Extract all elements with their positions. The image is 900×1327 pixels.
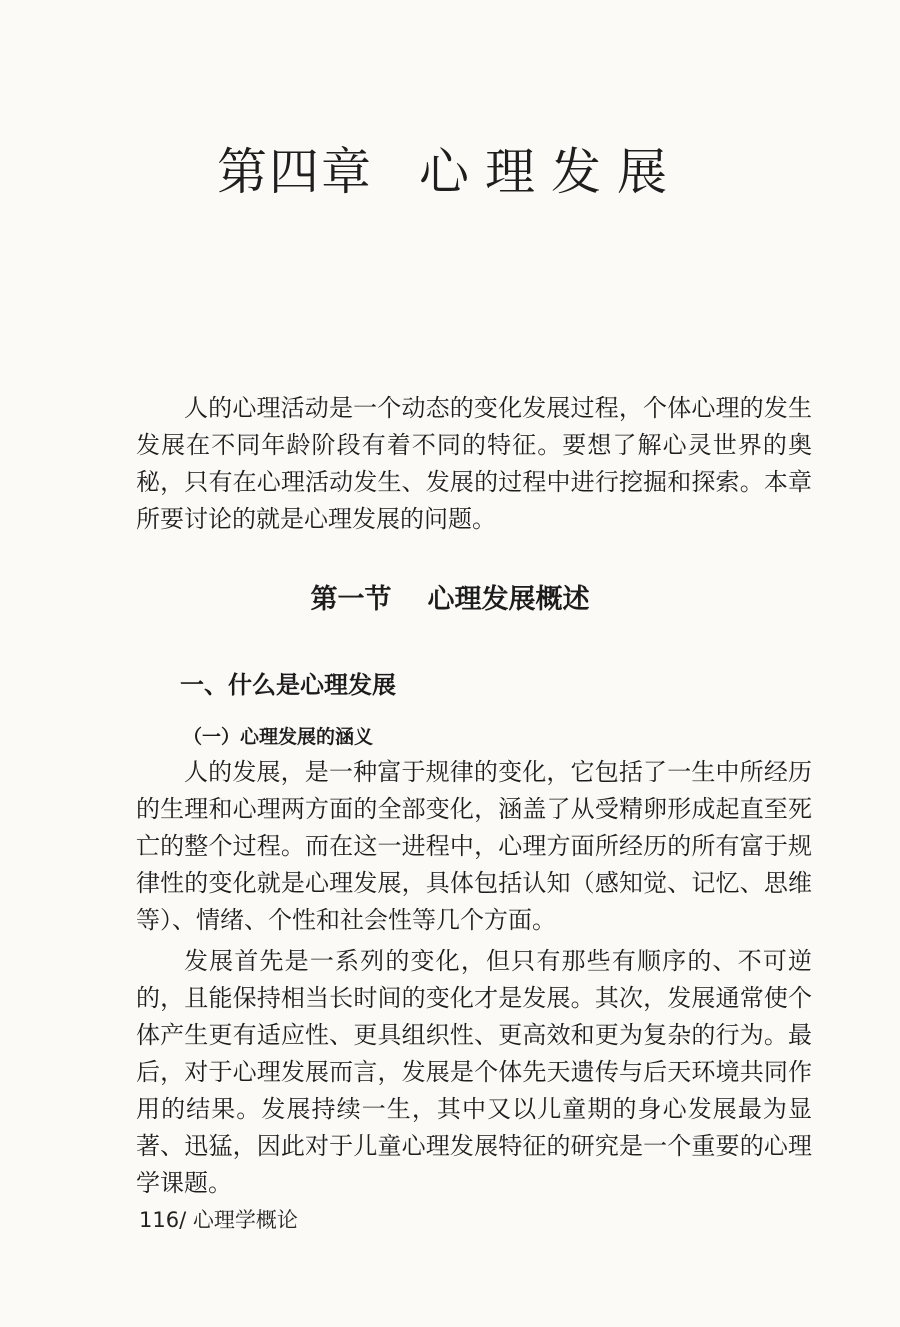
body-paragraph: 发展首先是一系列的变化，但只有那些有顺序的、不可逆的，且能保持相当长时间的变化才是发展。其次，发展通常使个体产生更有适应性、更具组织性、更高效和更为复杂的行为。最后，对于心理发展而言，发展是个体先天遗传与后天环境共同作用的结果。发展持续一生，其中又以儿童期的身心发展最为显著、迅猛，因此对于儿童心理发展特征的研究是一个重要的心理学课题。 — [136, 947, 812, 1197]
section-number: 第一节 — [310, 584, 392, 615]
chapter-intro: 人的心理活动是一个动态的变化发展过程，个体心理的发生发展在不同年龄阶段有着不同的特征。要想了解心灵世界的奥秘，只有在心理活动发生、发展的过程中进行挖掘和探索。本章所要讨论的就是心理发展的问题。 — [136, 394, 812, 533]
chapter-title — [0, 140, 900, 204]
page-number: 116 — [139, 1208, 180, 1232]
book-title: 心理学概论 — [192, 1208, 298, 1232]
footer-separator: / — [179, 1208, 187, 1232]
section-name: 心理发展概述 — [427, 584, 590, 615]
chapter-number: 第四章 — [217, 143, 373, 201]
chapter-name: 心理发展 — [419, 143, 683, 201]
subheading-level3: （一）心理发展的涵义 — [183, 726, 374, 748]
body-paragraph: 人的发展，是一种富于规律的变化，它包括了一生中所经历的生理和心理两方面的全部变化，涵盖了从受精卵形成起直至死亡的整个过程。而在这一进程中，心理方面所经历的所有富于规律性的变化就是心理发展，具体包括认知（感知觉、记忆、思维等）、情绪、个性和社会性等几个方面。 — [136, 758, 812, 934]
body-text — [136, 754, 812, 1202]
section-title — [0, 578, 900, 622]
page-footer — [139, 1205, 298, 1235]
subheading-level2: 一、什么是心理发展 — [180, 671, 396, 699]
